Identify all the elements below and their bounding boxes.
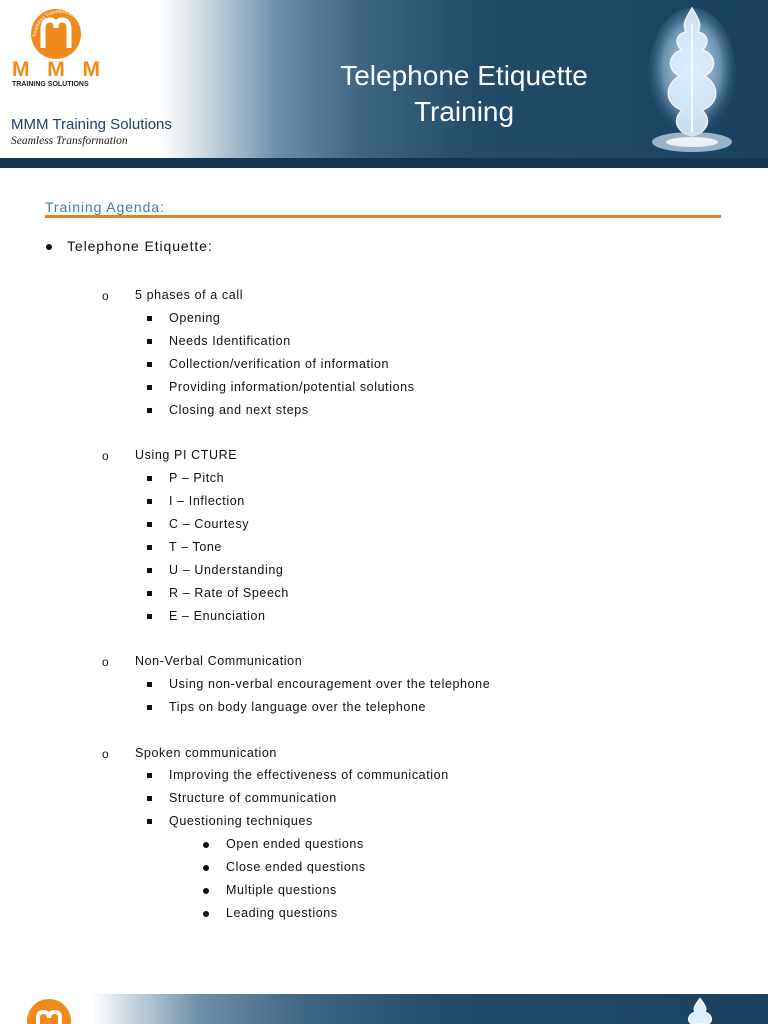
section-title: 5 phases of a call [135,288,244,302]
list-item: Tips on body language over the telephone [169,700,427,714]
section-title: Spoken communication [135,746,277,760]
list-item: Questioning techniques [169,814,313,828]
agenda-heading: Training Agenda: [45,199,165,215]
list-subitem: Leading questions [226,906,338,920]
crystal-ornament-icon [638,4,746,156]
square-bullet-icon [147,385,152,390]
list-item: P – Pitch [169,471,225,485]
bullet-icon [203,865,209,871]
list-item: Collection/verification of information [169,357,390,371]
list-item: Opening [169,311,221,325]
list-item: Providing information/potential solutions [169,380,415,394]
list-item: Using non-verbal encouragement over the telephone [169,677,491,691]
list-item: I – Inflection [169,494,245,508]
square-bullet-icon [147,819,152,824]
square-bullet-icon [147,499,152,504]
mmm-logo-icon [24,996,74,1024]
list-subitem: Close ended questions [226,860,366,874]
square-bullet-icon [147,796,152,801]
title-line-2: Training [413,96,515,127]
logo-text: MMM [12,58,100,81]
square-bullet-icon [147,591,152,596]
square-bullet-icon [147,316,152,321]
page-title [310,58,618,130]
square-bullet-icon [147,408,152,413]
list-item: Closing and next steps [169,403,309,417]
svg-text:Seamless Transformation: Seamless Transformation [31,8,81,38]
circle-bullet-icon: o [102,747,109,761]
square-bullet-icon [147,339,152,344]
crystal-ornament-icon [680,998,720,1024]
logo-subtext: TRAINING SOLUTIONS [12,81,89,88]
square-bullet-icon [147,362,152,367]
list-item: Structure of communication [169,791,337,805]
agenda-topic: Telephone Etiquette: [67,238,213,254]
mmm-logo-icon [12,4,108,88]
square-bullet-icon [147,682,152,687]
square-bullet-icon [147,773,152,778]
circle-bullet-icon: o [102,655,109,669]
square-bullet-icon [147,476,152,481]
square-bullet-icon [147,522,152,527]
title-line-1: Telephone Etiquette [340,60,588,91]
list-subitem: Multiple questions [226,883,337,897]
bullet-icon [203,888,209,894]
list-subitem: Open ended questions [226,837,364,851]
header-rule [0,158,768,168]
circle-bullet-icon: o [102,449,109,463]
list-item: Needs Identification [169,334,291,348]
list-item: Improving the effectiveness of communication [169,768,449,782]
brand-name: MMM Training Solutions [11,116,172,133]
list-item: U – Understanding [169,563,284,577]
section-title: Non-Verbal Communication [135,654,303,668]
square-bullet-icon [147,705,152,710]
square-bullet-icon [147,614,152,619]
bullet-icon [203,911,209,917]
list-item: E – Enunciation [169,609,266,623]
brand-tagline: Seamless Transformation [11,135,128,147]
section-title: Using PI CTURE [135,448,238,462]
square-bullet-icon [147,568,152,573]
bullet-icon [46,244,52,250]
square-bullet-icon [147,545,152,550]
agenda-divider [45,215,721,218]
footer-banner [0,994,768,1024]
list-item: C – Courtesy [169,517,250,531]
list-item: T – Tone [169,540,222,554]
circle-bullet-icon: o [102,289,109,303]
bullet-icon [203,842,209,848]
list-item: R – Rate of Speech [169,586,289,600]
